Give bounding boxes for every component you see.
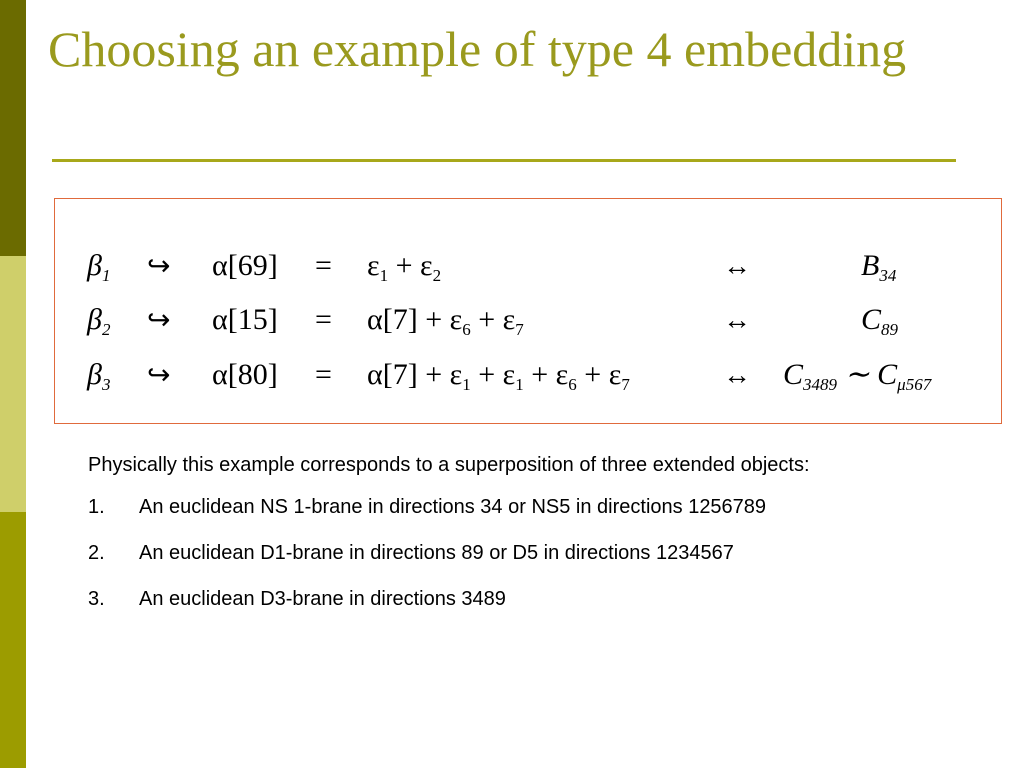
equation-root: α[69]	[212, 249, 278, 282]
list-item-number: 3.	[88, 588, 105, 610]
hook-arrow-icon: ↪	[147, 251, 171, 282]
intro-paragraph: Physically this example corresponds to a superposition of three extended objects:	[88, 454, 810, 476]
equals-sign: =	[315, 358, 332, 391]
double-arrow-icon: ↔	[723, 251, 751, 282]
sidebar-stripe	[0, 0, 26, 768]
list-item	[88, 538, 968, 568]
list-item-text: An euclidean D3-brane in directions 3489	[139, 588, 506, 610]
hook-arrow-icon: ↪	[147, 305, 171, 336]
sidebar-segment-top	[0, 0, 26, 256]
list-item-number: 1.	[88, 496, 105, 518]
title-underline	[52, 159, 956, 162]
sidebar-segment-bottom	[0, 512, 26, 768]
list-item-text: An euclidean NS 1-brane in directions 34 or NS5 in directions 1256789	[139, 496, 767, 518]
equation-rhs: $\varepsilon_1 + \varepsilon_2$	[367, 249, 442, 285]
equation-lhs: $\beta_1$	[87, 249, 111, 285]
slide-title: Choosing an example of type 4 embedding	[48, 21, 907, 77]
equation-rhs: $\alpha[7] + \varepsilon_6 + \varepsilon_7$	[367, 303, 524, 339]
equation-box	[54, 198, 1002, 424]
double-arrow-icon: ↔	[723, 360, 751, 391]
equation-dual-field: $C_{3489}$ ∼ $C_{\mu 567}$	[783, 358, 932, 394]
double-arrow-icon: ↔	[723, 305, 751, 336]
list-item-text: An euclidean D1-brane in directions 89 or D5 in directions 1234567	[139, 542, 734, 564]
equation-dual-field: $B_{34}$	[861, 249, 897, 285]
equals-sign: =	[315, 249, 332, 282]
list-item	[88, 584, 968, 614]
list-item-number: 2.	[88, 542, 105, 564]
sidebar-segment-middle	[0, 256, 26, 512]
equation-lhs: $\beta_3$	[87, 358, 111, 394]
equation-dual-field: $C_{89}$	[861, 303, 899, 339]
hook-arrow-icon: ↪	[147, 360, 171, 391]
equation-rhs: $\alpha[7] + \varepsilon_1 + \varepsilon_1 + \varepsilon_6 + \varepsilon_7$	[367, 358, 630, 394]
equation-root: α[15]	[212, 303, 278, 336]
equals-sign: =	[315, 303, 332, 336]
equation-canvas	[55, 199, 1001, 423]
equation-root: α[80]	[212, 358, 278, 391]
list-item	[88, 492, 968, 522]
slide-body	[88, 450, 968, 630]
equation-lhs: $\beta_2$	[87, 303, 111, 339]
